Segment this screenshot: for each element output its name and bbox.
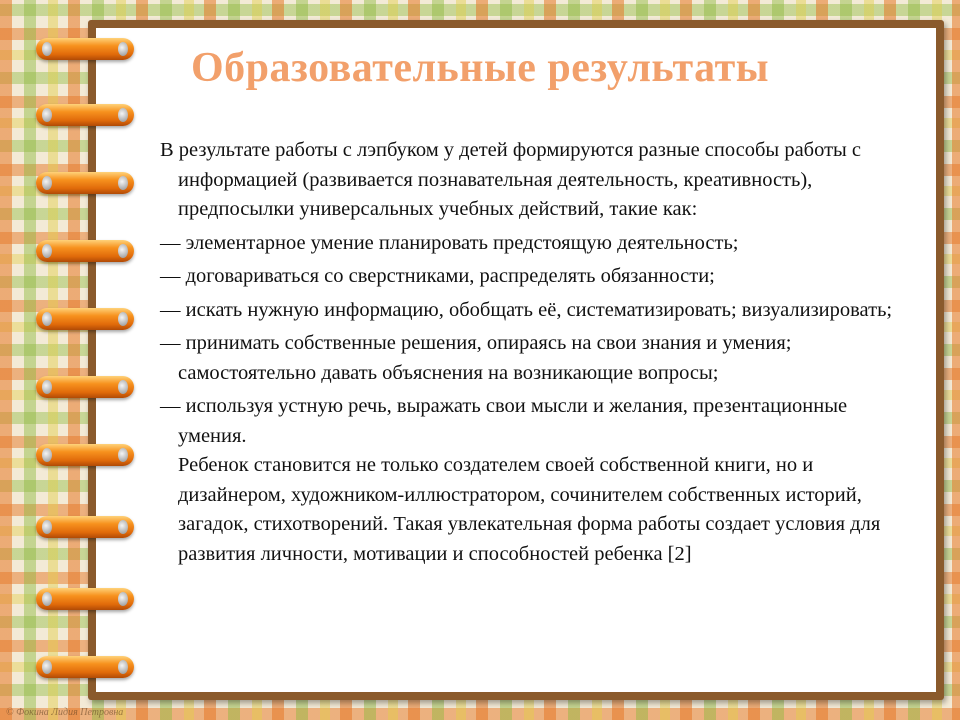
list-item: — элементарное умение планировать предстоящую деятельность;: [160, 231, 739, 254]
list-item: — принимать собственные решения, опираясь на свои знания и умения; самостоятельно давать объяснения на возникающие вопросы;: [160, 332, 792, 384]
list-item: — искать нужную информацию, обобщать её, систематизировать; визуализировать;: [160, 298, 893, 321]
list-item: — используя устную речь, выражать свои мысли и желания, презентационные умения.: [160, 395, 848, 447]
binder-ring: [36, 444, 134, 466]
binder-ring: [36, 516, 134, 538]
list-item: — договариваться со сверстниками, распределять обязанности;: [160, 265, 715, 287]
binder-ring: [36, 172, 134, 194]
slide-body: [160, 136, 910, 569]
binder-ring: [36, 588, 134, 610]
binder-ring: [36, 104, 134, 126]
binder-ring: [36, 656, 134, 678]
author-watermark: © Фокина Лидия Петровна: [6, 707, 124, 718]
binder-ring: [36, 308, 134, 330]
intro-paragraph: В результате работы с лэпбуком у детей формируются разные способы работы с информацией (развивается познавательная деятельность, креативность), предпосылки универсальных учебных действий, такие как:: [160, 139, 862, 220]
slide-title: Образовательные результаты: [191, 45, 769, 91]
binder-ring: [36, 240, 134, 262]
binder-ring: [36, 376, 134, 398]
conclusion-paragraph: Ребенок становится не только создателем своей собственной книги, но и дизайнером, художником-иллюстратором, сочинителем собственных историй, загадок, стихотворений. Такая увлекательная форма работы создает условия для развития личности, мотивации и способностей ребенка [2]: [178, 454, 881, 565]
